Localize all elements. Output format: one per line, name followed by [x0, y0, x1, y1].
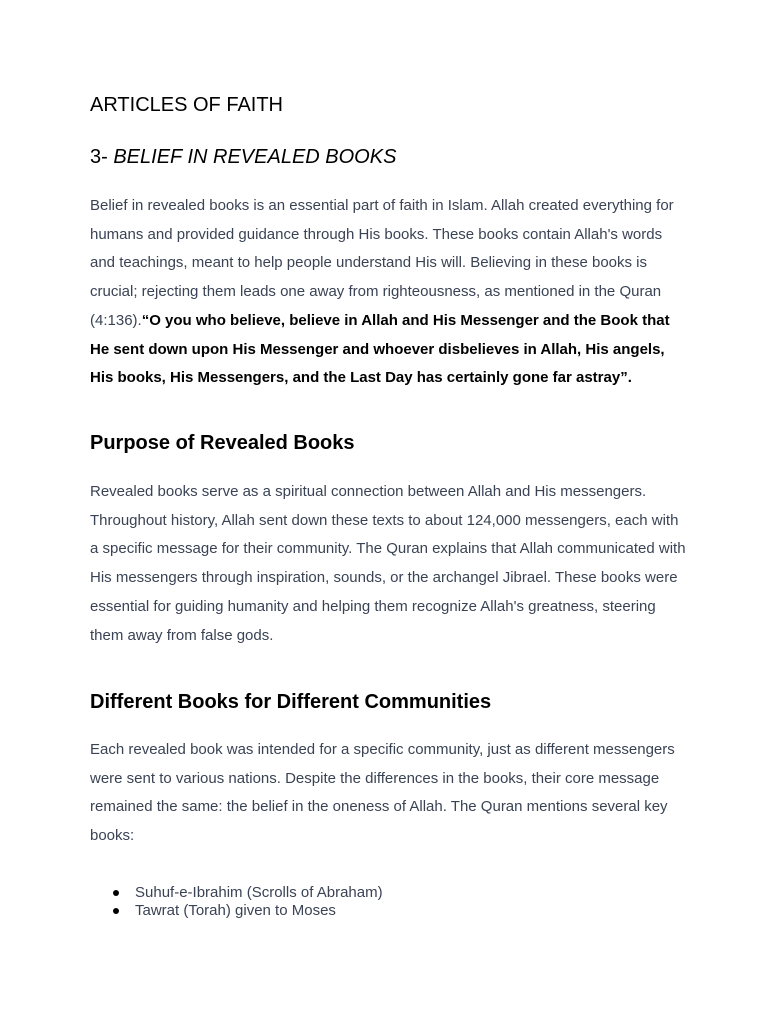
bullet-icon: [113, 908, 119, 914]
books-list: [90, 884, 383, 920]
list-item-text: Tawrat (Torah) given to Moses: [135, 902, 336, 919]
bullet-icon: [113, 890, 119, 896]
purpose-heading: Purpose of Revealed Books: [90, 432, 355, 454]
intro-paragraph: [90, 192, 690, 393]
section-number: 3-: [90, 146, 114, 168]
purpose-paragraph: Revealed books serve as a spiritual connection between Allah and His messengers. Throughout history, Allah sent down these texts to about 124,000 messengers, each with a specific message for their community. The Quran explains that Allah communicated with His messengers through inspiration, sounds, or the archangel Jibrael. These books were essential for guiding humanity and helping them recognize Allah's greatness, steering them away from false gods.: [90, 483, 686, 644]
quran-quote: “O you who believe, believe in Allah and His Messenger and the Book that He sent down upon His Messenger and whoever disbelieves in Allah, His angels, His books, His Messengers, and the Last Day has certainly gone far astray”.: [90, 311, 670, 387]
document-title: ARTICLES OF FAITH: [90, 94, 283, 116]
section-title: BELIEF IN REVEALED BOOKS: [113, 146, 397, 168]
different-books-paragraph: Each revealed book was intended for a specific community, just as different messengers were sent to various nations. Despite the differences in the books, their core message remained the same: the belief in the oneness of Allah. The Quran mentions several key books:: [90, 741, 675, 845]
list-item-text: Suhuf-e-Ibrahim (Scrolls of Abraham): [135, 884, 383, 901]
different-books-heading: Different Books for Different Communities: [90, 691, 492, 713]
section-heading: [90, 146, 396, 169]
list-item: [90, 902, 383, 920]
list-item: [90, 884, 383, 902]
intro-text: Belief in revealed books is an essential part of faith in Islam. Allah created everything for humans and provided guidance through His books. These books contain Allah's words and teachings, meant to help people understand His will. Believing in these books is crucial; rejecting them leads one away from righteousness, as mentioned in the Quran (4:136).: [90, 197, 674, 329]
